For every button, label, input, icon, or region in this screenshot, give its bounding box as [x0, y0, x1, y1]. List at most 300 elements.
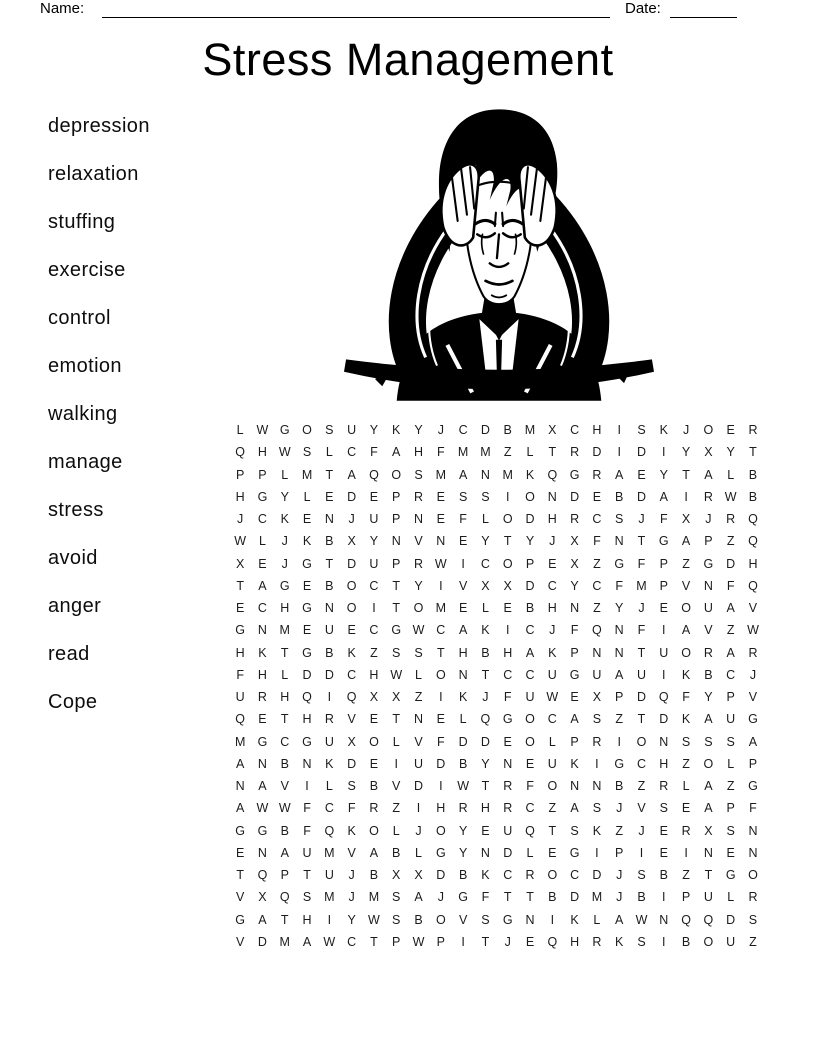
- grid-letter: L: [281, 667, 289, 682]
- grid-letter: U: [547, 667, 557, 682]
- grid-letter: E: [258, 556, 267, 571]
- grid-letter: O: [346, 601, 357, 615]
- grid-row: [229, 575, 764, 597]
- word-list-item: exercise: [48, 258, 126, 281]
- grid-letter: X: [570, 534, 579, 549]
- grid-letter: R: [592, 467, 602, 482]
- grid-letter: U: [347, 423, 357, 437]
- grid-letter: D: [636, 445, 646, 460]
- grid-letter: A: [414, 890, 423, 905]
- grid-letter: G: [658, 534, 669, 549]
- grid-letter: V: [637, 801, 646, 816]
- grid-letter: E: [548, 556, 557, 571]
- grid-letter: C: [592, 512, 602, 526]
- grid-row: [229, 886, 764, 908]
- grid-letter: C: [257, 601, 267, 615]
- grid-letter: P: [726, 801, 735, 816]
- grid-letter: X: [704, 445, 713, 460]
- grid-letter: V: [414, 534, 423, 549]
- letter-grid: [229, 419, 764, 953]
- grid-letter: P: [258, 467, 267, 482]
- grid-letter: H: [369, 667, 379, 682]
- grid-letter: C: [369, 578, 379, 593]
- grid-letter: L: [481, 601, 489, 615]
- grid-letter: H: [302, 912, 312, 927]
- grid-letter: K: [570, 912, 579, 927]
- grid-letter: M: [324, 845, 335, 860]
- grid-letter: A: [525, 645, 535, 660]
- grid-letter: B: [325, 578, 334, 593]
- grid-letter: D: [436, 868, 446, 882]
- grid-letter: F: [303, 801, 311, 816]
- grid-letter: F: [637, 556, 646, 571]
- grid-letter: G: [703, 556, 714, 571]
- grid-letter: A: [570, 712, 579, 727]
- grid-letter: D: [414, 779, 424, 793]
- grid-letter: U: [235, 690, 245, 704]
- grid-letter: U: [703, 890, 713, 905]
- grid-letter: Z: [682, 556, 690, 571]
- grid-letter: D: [726, 912, 736, 927]
- grid-letter: Q: [235, 712, 246, 727]
- grid-letter: H: [547, 601, 557, 615]
- grid-letter: N: [302, 756, 312, 771]
- grid-letter: P: [392, 556, 401, 571]
- grid-letter: O: [681, 645, 691, 660]
- grid-letter: K: [615, 934, 624, 949]
- grid-letter: J: [638, 601, 645, 615]
- grid-letter: O: [748, 868, 758, 882]
- grid-letter: J: [616, 890, 623, 905]
- grid-letter: H: [257, 445, 267, 460]
- grid-letter: J: [705, 512, 712, 526]
- grid-letter: A: [302, 934, 312, 949]
- grid-letter: Q: [480, 712, 491, 727]
- grid-letter: N: [659, 912, 669, 927]
- word-list-item: avoid: [48, 546, 98, 569]
- grid-letter: Z: [503, 445, 512, 460]
- grid-letter: I: [550, 912, 555, 927]
- grid-letter: H: [280, 601, 290, 615]
- grid-letter: R: [748, 423, 758, 437]
- grid-letter: R: [525, 868, 535, 882]
- grid-letter: I: [617, 734, 621, 749]
- grid-letter: L: [593, 912, 601, 927]
- grid-letter: O: [525, 734, 535, 749]
- grid-letter: J: [348, 890, 355, 905]
- grid-letter: B: [615, 779, 624, 793]
- grid-letter: Z: [749, 934, 757, 949]
- grid-letter: Q: [681, 912, 691, 927]
- grid-letter: G: [302, 645, 312, 660]
- grid-letter: L: [415, 667, 422, 682]
- grid-letter: A: [235, 801, 245, 816]
- grid-letter: K: [280, 512, 289, 526]
- grid-letter: S: [681, 734, 691, 749]
- grid-letter: Q: [748, 534, 758, 549]
- grid-letter: Y: [659, 467, 668, 482]
- grid-letter: C: [592, 578, 602, 593]
- grid-letter: O: [435, 823, 446, 838]
- grid-letter: W: [390, 667, 403, 682]
- grid-letter: I: [662, 890, 666, 905]
- grid-letter: Z: [637, 779, 646, 793]
- grid-letter: F: [637, 623, 646, 638]
- grid-row: [229, 753, 764, 775]
- grid-letter: I: [394, 756, 398, 771]
- grid-letter: D: [636, 690, 646, 704]
- grid-letter: C: [547, 712, 557, 727]
- grid-letter: E: [503, 734, 512, 749]
- grid-letter: E: [436, 489, 445, 504]
- grid-letter: Q: [369, 467, 379, 482]
- grid-letter: U: [703, 601, 713, 615]
- grid-letter: I: [595, 756, 599, 771]
- grid-letter: F: [570, 623, 579, 638]
- grid-letter: T: [637, 534, 646, 549]
- grid-letter: L: [682, 779, 690, 793]
- grid-letter: D: [347, 756, 357, 771]
- grid-letter: V: [748, 690, 758, 704]
- grid-letter: C: [525, 667, 535, 682]
- grid-letter: C: [547, 578, 557, 593]
- grid-letter: E: [525, 934, 535, 949]
- grid-letter: B: [681, 934, 691, 949]
- grid-letter: C: [636, 756, 646, 771]
- grid-letter: I: [439, 578, 443, 593]
- grid-letter: Y: [414, 423, 423, 437]
- grid-letter: N: [592, 645, 602, 660]
- grid-letter: R: [503, 801, 513, 816]
- grid-letter: N: [547, 489, 557, 504]
- grid-letter: U: [369, 512, 379, 526]
- grid-letter: E: [347, 623, 356, 638]
- grid-letter: K: [525, 467, 535, 482]
- grid-letter: Q: [547, 934, 558, 949]
- grid-letter: C: [280, 734, 290, 749]
- grid-letter: E: [681, 801, 691, 816]
- grid-letter: I: [662, 445, 666, 460]
- grid-letter: I: [662, 623, 666, 638]
- grid-row: [229, 820, 764, 842]
- grid-letter: W: [323, 934, 336, 949]
- grid-letter: B: [748, 489, 758, 504]
- grid-letter: L: [281, 467, 289, 482]
- grid-letter: T: [325, 467, 334, 482]
- page-title: Stress Management: [202, 34, 614, 85]
- grid-letter: D: [592, 445, 602, 460]
- grid-letter: A: [392, 445, 401, 460]
- grid-letter: G: [235, 823, 246, 838]
- grid-letter: T: [437, 645, 445, 660]
- grid-letter: Z: [726, 534, 735, 549]
- grid-letter: C: [347, 667, 357, 682]
- grid-letter: G: [748, 779, 758, 793]
- grid-letter: P: [570, 734, 579, 749]
- grid-letter: S: [704, 734, 713, 749]
- grid-letter: J: [281, 556, 288, 571]
- grid-letter: W: [234, 534, 247, 549]
- grid-letter: L: [727, 756, 735, 771]
- grid-letter: H: [436, 801, 446, 816]
- grid-letter: Z: [593, 601, 601, 615]
- grid-letter: N: [570, 601, 580, 615]
- grid-letter: M: [480, 445, 491, 460]
- grid-letter: K: [570, 756, 579, 771]
- grid-letter: J: [415, 823, 422, 838]
- grid-letter: C: [257, 512, 267, 526]
- grid-letter: X: [392, 868, 401, 882]
- grid-letter: Q: [525, 823, 535, 838]
- grid-letter: X: [503, 578, 512, 593]
- grid-letter: B: [458, 756, 468, 771]
- grid-letter: T: [481, 667, 490, 682]
- grid-letter: F: [682, 690, 690, 704]
- grid-letter: G: [235, 912, 246, 927]
- grid-letter: C: [324, 801, 334, 816]
- word-list-item: relaxation: [48, 162, 139, 185]
- grid-letter: I: [416, 801, 421, 816]
- grid-letter: Z: [370, 645, 378, 660]
- grid-letter: Q: [748, 512, 758, 526]
- grid-letter: Y: [704, 690, 713, 704]
- grid-letter: B: [458, 868, 468, 882]
- grid-letter: A: [615, 467, 624, 482]
- grid-letter: C: [570, 423, 580, 437]
- grid-letter: O: [703, 423, 714, 437]
- word-list-item: stress: [48, 498, 104, 521]
- grid-letter: S: [615, 512, 624, 526]
- grid-letter: A: [258, 779, 267, 793]
- grid-letter: E: [659, 601, 668, 615]
- grid-letter: P: [235, 467, 245, 482]
- grid-letter: N: [436, 534, 446, 549]
- grid-letter: I: [461, 934, 465, 949]
- grid-letter: E: [258, 712, 267, 727]
- grid-letter: J: [616, 801, 623, 816]
- grid-letter: X: [414, 868, 423, 882]
- grid-letter: K: [659, 423, 668, 437]
- grid-letter: S: [392, 645, 401, 660]
- grid-letter: A: [570, 801, 579, 816]
- grid-letter: S: [592, 801, 602, 816]
- grid-letter: X: [258, 890, 267, 905]
- grid-letter: J: [616, 868, 623, 882]
- grid-letter: Z: [682, 756, 690, 771]
- grid-letter: E: [570, 690, 579, 704]
- grid-letter: R: [257, 690, 267, 704]
- grid-letter: N: [703, 845, 713, 860]
- word-list-item: Cope: [48, 690, 98, 713]
- grid-letter: Z: [392, 801, 401, 816]
- grid-letter: F: [593, 534, 601, 549]
- grid-letter: V: [414, 734, 423, 749]
- grid-letter: E: [302, 578, 312, 593]
- grid-letter: Q: [235, 445, 246, 460]
- grid-letter: O: [391, 467, 402, 482]
- grid-letter: H: [257, 667, 267, 682]
- grid-letter: C: [503, 868, 513, 882]
- grid-letter: R: [681, 823, 691, 838]
- grid-letter: J: [749, 667, 757, 682]
- grid-letter: O: [547, 779, 558, 793]
- grid-letter: F: [459, 512, 467, 526]
- grid-letter: A: [659, 489, 668, 504]
- grid-letter: O: [703, 934, 714, 949]
- grid-letter: A: [726, 645, 735, 660]
- grid-letter: Y: [681, 445, 691, 460]
- grid-letter: M: [301, 467, 313, 482]
- grid-letter: E: [436, 712, 445, 727]
- grid-letter: Y: [414, 578, 423, 593]
- grid-letter: D: [503, 845, 513, 860]
- grid-row: [229, 619, 764, 641]
- grid-letter: Y: [347, 912, 356, 927]
- grid-letter: S: [458, 489, 468, 504]
- grid-letter: G: [614, 756, 625, 771]
- grid-letter: Z: [726, 779, 735, 793]
- grid-letter: E: [592, 489, 602, 504]
- grid-letter: F: [236, 667, 244, 682]
- grid-letter: C: [480, 556, 490, 571]
- grid-letter: F: [481, 890, 490, 905]
- grid-letter: C: [570, 868, 580, 882]
- grid-letter: E: [458, 601, 468, 615]
- grid-letter: F: [615, 578, 624, 593]
- grid-letter: O: [525, 489, 535, 504]
- grid-letter: T: [749, 445, 757, 460]
- grid-row: [229, 464, 764, 486]
- grid-letter: N: [703, 578, 713, 593]
- grid-letter: H: [503, 645, 513, 660]
- grid-letter: T: [682, 467, 690, 482]
- grid-letter: S: [726, 823, 735, 838]
- grid-letter: G: [302, 734, 312, 749]
- grid-letter: V: [235, 890, 245, 905]
- grid-letter: E: [325, 489, 334, 504]
- grid-letter: C: [503, 667, 513, 682]
- grid-letter: P: [659, 578, 668, 593]
- grid-letter: T: [236, 578, 244, 593]
- grid-row: [229, 842, 764, 864]
- grid-letter: X: [592, 690, 602, 704]
- grid-letter: T: [526, 890, 534, 905]
- grid-letter: Q: [257, 868, 268, 882]
- grid-letter: R: [726, 512, 736, 526]
- grid-letter: W: [412, 623, 425, 638]
- grid-letter: J: [504, 934, 511, 949]
- grid-letter: R: [414, 489, 424, 504]
- grid-letter: I: [662, 667, 666, 682]
- grid-letter: A: [704, 779, 713, 793]
- grid-letter: D: [458, 734, 468, 749]
- grid-letter: N: [414, 712, 424, 727]
- grid-letter: M: [524, 423, 536, 437]
- grid-letter: P: [392, 489, 401, 504]
- grid-letter: F: [437, 734, 445, 749]
- grid-letter: H: [235, 645, 245, 660]
- grid-letter: T: [280, 712, 289, 727]
- grid-letter: E: [525, 756, 535, 771]
- grid-letter: S: [302, 890, 312, 905]
- grid-letter: I: [639, 845, 644, 860]
- grid-row: [229, 530, 764, 552]
- name-label: Name:: [40, 0, 85, 17]
- grid-letter: D: [525, 512, 535, 526]
- grid-letter: P: [704, 534, 713, 549]
- grid-letter: J: [549, 534, 556, 549]
- grid-letter: N: [324, 512, 334, 526]
- grid-letter: P: [659, 556, 668, 571]
- grid-letter: Y: [369, 534, 379, 549]
- grid-row: [229, 909, 764, 931]
- grid-letter: T: [704, 868, 713, 882]
- grid-letter: R: [592, 934, 602, 949]
- grid-letter: M: [636, 578, 647, 593]
- grid-letter: D: [257, 934, 267, 949]
- grid-letter: K: [481, 868, 490, 882]
- grid-letter: N: [592, 779, 602, 793]
- grid-letter: G: [257, 734, 268, 749]
- grid-letter: O: [703, 756, 714, 771]
- grid-letter: A: [704, 801, 713, 816]
- grid-letter: O: [435, 912, 446, 927]
- grid-letter: A: [458, 623, 468, 638]
- grid-letter: A: [258, 578, 267, 593]
- grid-letter: S: [637, 934, 646, 949]
- grid-letter: L: [548, 734, 556, 749]
- grid-letter: R: [570, 512, 580, 526]
- grid-letter: R: [414, 556, 424, 571]
- grid-letter: T: [392, 578, 401, 593]
- grid-letter: B: [503, 423, 512, 437]
- grid-letter: O: [636, 734, 647, 749]
- word-list: [48, 102, 228, 726]
- grid-letter: D: [480, 734, 490, 749]
- grid-letter: T: [303, 868, 311, 882]
- grid-letter: G: [458, 890, 468, 905]
- grid-letter: S: [302, 445, 312, 460]
- grid-letter: W: [256, 423, 269, 437]
- grid-letter: D: [525, 578, 535, 593]
- grid-letter: O: [369, 823, 379, 838]
- grid-letter: P: [681, 890, 691, 905]
- grid-letter: U: [324, 623, 334, 638]
- grid-letter: U: [324, 868, 334, 882]
- grid-letter: I: [305, 779, 309, 793]
- grid-letter: J: [682, 423, 690, 437]
- grid-letter: N: [480, 467, 490, 482]
- grid-letter: H: [547, 512, 557, 526]
- grid-letter: T: [637, 712, 646, 727]
- grid-letter: V: [235, 934, 245, 949]
- grid-letter: W: [457, 779, 470, 793]
- grid-letter: N: [614, 645, 624, 660]
- grid-letter: D: [636, 489, 646, 504]
- grid-letter: V: [704, 623, 713, 638]
- grid-letter: U: [525, 690, 535, 704]
- grid-letter: K: [347, 645, 356, 660]
- grid-letter: G: [725, 868, 736, 882]
- grid-letter: G: [502, 912, 513, 927]
- grid-letter: L: [481, 512, 489, 526]
- grid-letter: B: [481, 645, 490, 660]
- grid-letter: O: [435, 667, 446, 682]
- grid-letter: X: [347, 734, 356, 749]
- grid-letter: T: [503, 890, 512, 905]
- grid-letter: L: [236, 423, 244, 437]
- grid-letter: S: [592, 712, 602, 727]
